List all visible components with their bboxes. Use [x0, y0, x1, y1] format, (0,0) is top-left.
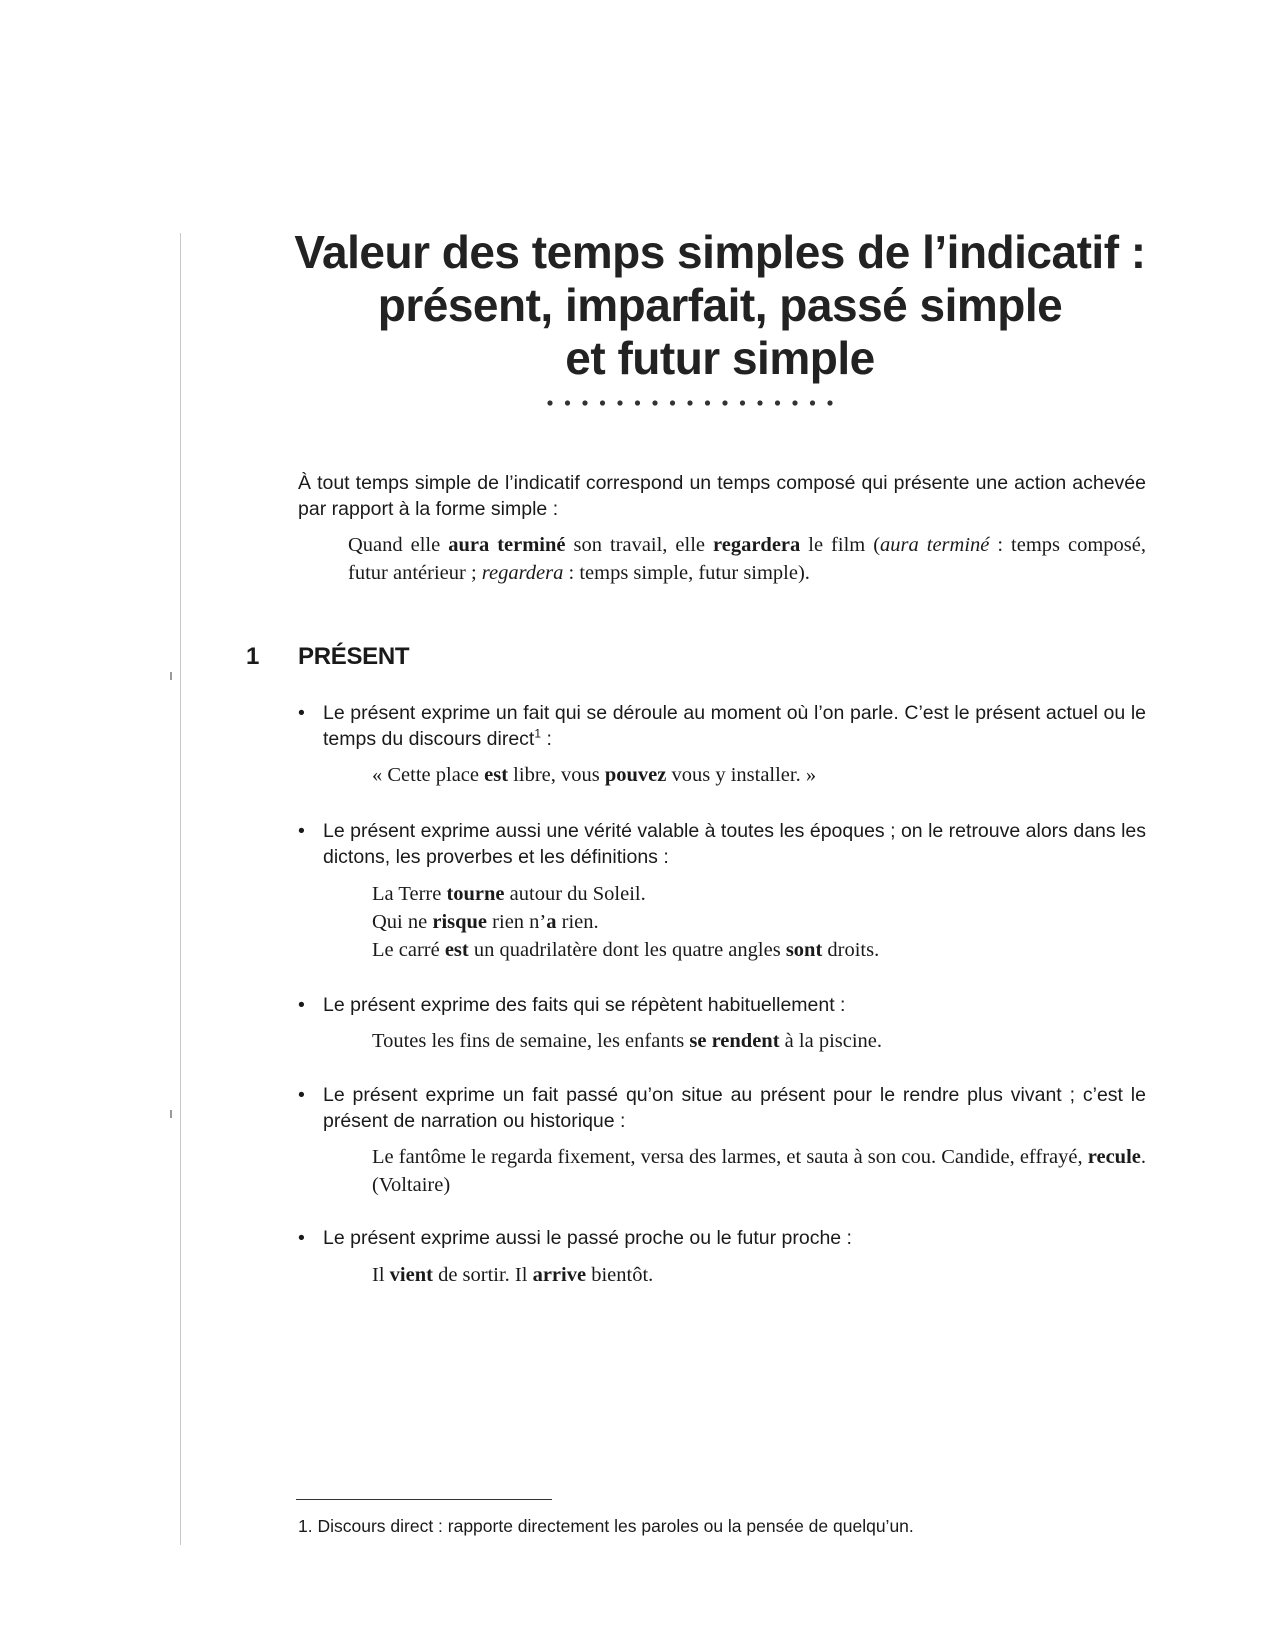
section-title: PRÉSENT: [298, 643, 410, 670]
bullet-text: Le présent exprime un fait passé qu’on situe au présent pour le rendre plus vivant ; c’est le présent de narration ou historique :: [323, 1084, 1146, 1132]
list-item: [298, 1082, 1146, 1134]
margin-rule: [180, 233, 181, 1545]
text-run: un quadrilatère dont les quatre angles: [468, 939, 786, 961]
footnote-rule: [296, 1499, 552, 1500]
text-run: Le carré: [372, 939, 445, 961]
text-run: autour du Soleil.: [504, 883, 646, 905]
verb-bold: est: [444, 939, 469, 961]
bullet-mark: •: [298, 1084, 305, 1106]
verb-bold: a: [546, 911, 557, 933]
text-run: le film (: [800, 534, 881, 556]
intro-paragraph: À tout temps simple de l’indicatif correspond un temps composé qui présente une action achevée par rapport à la forme simple :: [298, 472, 1146, 520]
list-item: [298, 992, 1146, 1018]
bullet-mark: •: [298, 994, 305, 1016]
text-run: libre, vous: [508, 764, 605, 786]
margin-tick: [170, 1110, 172, 1118]
verb-italic: regardera: [481, 562, 564, 584]
title-dot-ornament: [545, 398, 845, 408]
verb-bold: vient: [389, 1264, 433, 1286]
text-run: son travail, elle: [565, 534, 713, 556]
example-text: [372, 761, 1146, 789]
title-line-1: Valeur des temps simples de l’indicatif :: [294, 226, 1146, 278]
list-item: [298, 700, 1146, 752]
verb-italic: aura terminé: [880, 534, 990, 556]
text-run: : temps composé, futur antérieur ;: [348, 534, 1146, 584]
bullet-mark: •: [298, 1227, 305, 1249]
footnote: 1. Discours direct : rapporte directement les paroles ou la pensée de quelqu’un.: [298, 1516, 914, 1536]
text-run: Le présent exprime un fait qui se déroule au moment où l’on parle. C’est le présent actuel ou le temps du discours direct: [323, 702, 1146, 750]
text-run: rien n’: [487, 911, 547, 933]
text-run: . (Voltaire): [372, 1146, 1146, 1196]
example-text: [372, 1261, 1146, 1289]
text-run: à la piscine.: [779, 1030, 883, 1052]
intro-example: [348, 531, 1146, 587]
margin-tick: [170, 672, 172, 680]
text-run: Qui ne: [372, 911, 433, 933]
title-line-2: présent, imparfait, passé simple: [377, 279, 1063, 331]
example-text: [372, 1027, 1146, 1055]
bullet-mark: •: [298, 702, 305, 724]
text-run: : temps simple, futur simple).: [563, 562, 810, 584]
verb-bold: tourne: [446, 883, 505, 905]
text-run: vous y installer. »: [666, 764, 817, 786]
bullet-text: Le présent exprime aussi une vérité valable à toutes les époques ; on le retrouve alors dans les dictons, les proverbes et les définitions :: [323, 820, 1146, 868]
text-run: rien.: [556, 911, 599, 933]
bullet-text: Le présent exprime des faits qui se répètent habituellement :: [323, 994, 846, 1016]
list-item: [298, 818, 1146, 870]
text-run: La Terre: [372, 883, 447, 905]
footnote-ref: 1: [534, 726, 542, 741]
verb-bold: est: [484, 764, 509, 786]
bullet-text: Le présent exprime aussi le passé proche ou le futur proche :: [323, 1227, 852, 1249]
verb-bold: regardera: [713, 534, 801, 556]
text-run: « Cette place: [372, 764, 485, 786]
verb-bold: sont: [785, 939, 823, 961]
title-line-3: et futur simple: [565, 332, 875, 384]
verb-bold: arrive: [532, 1264, 587, 1286]
verb-bold: pouvez: [604, 764, 667, 786]
example-text: [372, 880, 1146, 964]
example-line: [372, 880, 1146, 908]
verb-bold: se rendent: [689, 1030, 780, 1052]
page-title: [285, 226, 1155, 385]
bullet-text: [323, 700, 1146, 752]
text-run: bientôt.: [586, 1264, 654, 1286]
verb-bold: recule: [1087, 1146, 1141, 1168]
verb-bold: aura terminé: [448, 534, 566, 556]
example-line: [372, 936, 1146, 964]
bullet-mark: •: [298, 820, 305, 842]
section-number: 1: [246, 643, 260, 670]
example-line: [372, 908, 1146, 936]
verb-bold: risque: [432, 911, 488, 933]
text-run: Quand elle: [348, 534, 449, 556]
text-run: :: [541, 728, 552, 750]
example-text: [372, 1143, 1146, 1199]
text-run: Toutes les fins de semaine, les enfants: [372, 1030, 690, 1052]
text-run: Il: [372, 1264, 390, 1286]
list-item: [298, 1225, 1146, 1251]
text-run: droits.: [822, 939, 880, 961]
text-run: Le fantôme le regarda fixement, versa des larmes, et sauta à son cou. Candide, effrayé,: [372, 1146, 1088, 1168]
text-run: de sortir. Il: [432, 1264, 533, 1286]
